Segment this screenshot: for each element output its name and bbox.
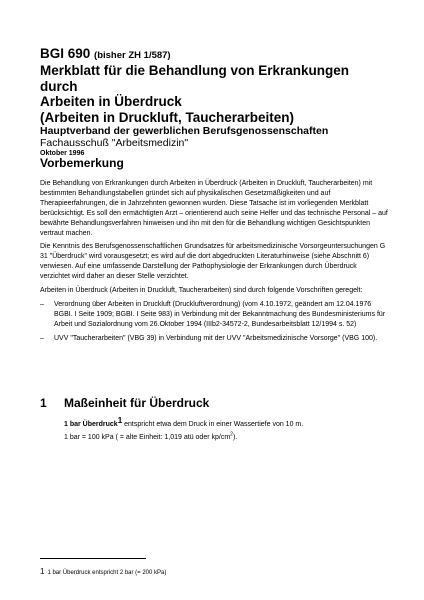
- doc-id: BGI 690: [40, 46, 91, 61]
- footnote-separator: [40, 558, 146, 559]
- list-item-text: Verordnung über Arbeiten in Druckluft (Druckluftverordnung) (vom 4.10.1972, geändert am 12.04.1976 BGBI. I Seite 1909; BGBI. I Seite 983) in Verbindung mit der Bekanntmachung des Bundesministeriums für Arbeit und Sozialordnung vom 26.Oktober 1994 (IIIb2-34572-2, Bundesarbeitsblatt 12/1994 s. 52): [54, 300, 386, 328]
- section-title: Maßeinheit für Überdruck: [64, 396, 210, 410]
- unit-definition-line: [64, 416, 390, 430]
- preface-paragraph: Die Behandlung von Erkrankungen durch Arbeiten in Überdruck (Arbeiten in Druckluft, Taucherarbeiten) mit bestimmten Behandlungstabellen gründet sich auf physikalischen Gesetzmäßigkeiten und auf Therapieerfahrungen, die in Jahrzehnten gewonnen wurden. Diese Tatsache ist im vorliegenden Merkblatt berücksichtigt. Es soll den ermächtigten Arzt – orientierend auch seine Helfer und das technische Personal – auf bewährte Behandlungsverfahren hinweisen und ihn mit den für die Behandlung wichtigen Gesichtspunkten vertraut machen.: [40, 180, 388, 237]
- footnote: [40, 568, 166, 577]
- preface-paragraph: Die Kenntnis des Berufsgenossenschaftlichen Grundsatzes für arbeitsmedizinische Vorsorgeuntersuchungen G 31 "Überdruck" wird vorausgesetzt; es wird auf die dort abgedruckten Literaturhinweise (siehe Abschnitt 6) verwiesen. Auf eine umfassende Darstellung der Pathophysiologie der Erkrankungen durch Überdruck verzichtet wird daher an dieser Stelle verzichtet.: [40, 243, 386, 281]
- publication-date: Oktober 1996: [40, 150, 85, 157]
- section-1-heading: [40, 396, 390, 410]
- unit-conversion-line: [64, 433, 390, 443]
- list-item-text: UVV "Taucherarbeiten" (VBG 39) in Verbindung mit der UVV "Arbeitsmedizinische Vorsorge" (VBG 100).: [54, 334, 378, 342]
- committee-name: Fachausschuß "Arbeitsmedizin": [40, 137, 189, 149]
- doc-previous-id: (bisher ZH 1/587): [94, 50, 171, 61]
- preface-heading: Vorbemerkung: [40, 156, 124, 170]
- footnote-text: 1 bar Überdruck entspricht 2 bar (= 200 kPa): [47, 570, 167, 576]
- doc-title-line-2: Arbeiten in Überdruck: [40, 94, 182, 109]
- document-header: [40, 46, 390, 158]
- list-dash: –: [40, 300, 44, 308]
- preface-body: [40, 179, 388, 349]
- section-number: 1: [40, 396, 47, 410]
- doc-title-line-3: (Arbeiten in Druckluft, Taucherarbeiten): [40, 109, 295, 125]
- unit-term: 1 bar Überdruck: [64, 421, 118, 428]
- association-name: Hauptverband der gewerblichen Berufsgenossenschaften: [40, 125, 329, 137]
- footnote-reference: 1: [117, 416, 123, 425]
- unit-conversion-text: 1 bar = 100 kPa ( = alte Einheit: 1,019 atü oder kp/cm: [64, 434, 231, 441]
- list-item: [40, 334, 388, 344]
- superscript-two: 2: [230, 431, 233, 438]
- unit-conversion-end: ).: [232, 434, 238, 441]
- doc-id-line: [40, 46, 390, 63]
- footnote-mark: 1: [40, 567, 45, 576]
- list-item: [40, 300, 388, 330]
- regulation-list: [40, 300, 388, 344]
- unit-definition-text: entspricht etwa dem Druck in einer Wassertiefe von 10 m.: [122, 421, 304, 428]
- section-1-body: [64, 416, 390, 446]
- list-dash: –: [40, 334, 44, 342]
- preface-paragraph: Arbeiten in Überdruck (Arbeiten in Druckluft, Taucherarbeiten) sind durch folgende Vorschriften geregelt:: [40, 287, 363, 295]
- doc-title-line-1: Merkblatt für die Behandlung von Erkrankungen durch: [40, 63, 350, 94]
